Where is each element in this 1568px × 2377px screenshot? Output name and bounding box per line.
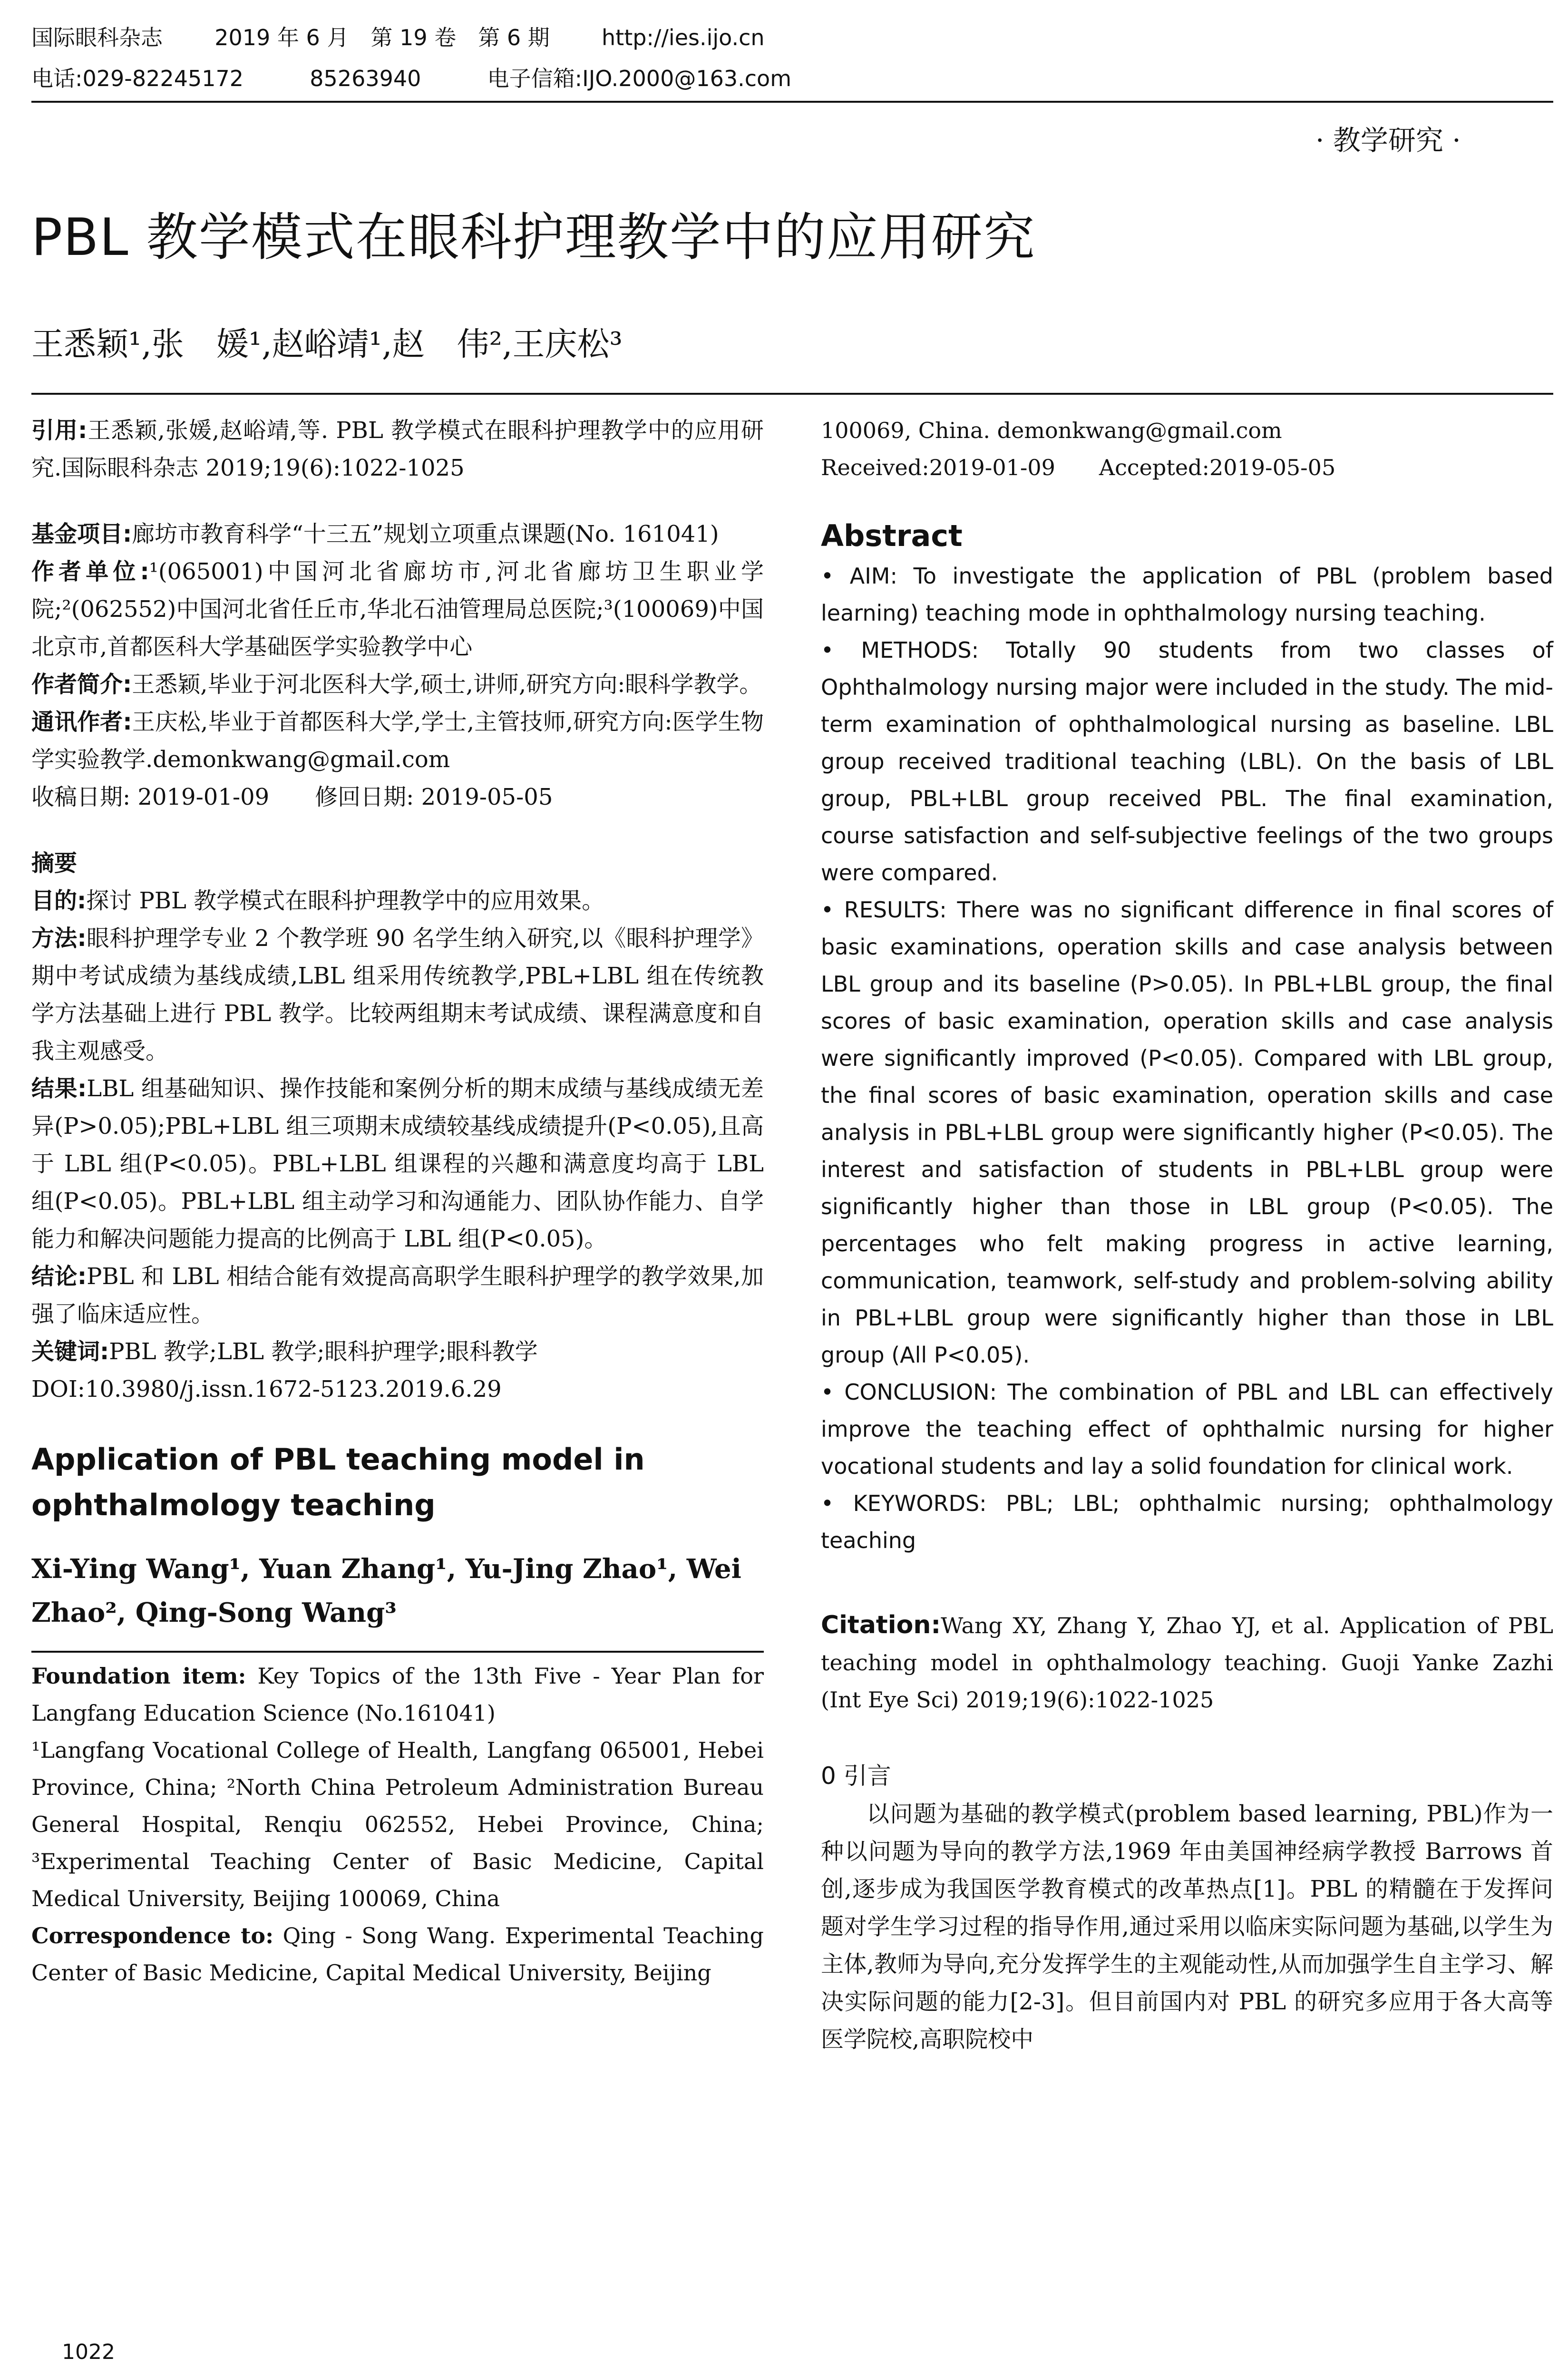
header-rule <box>31 101 1553 103</box>
intro-text: 以问题为基础的教学模式(problem based learning, PBL)作为一种以问题为导向的教学方法,1969 年由美国神经病学教授 Barrows 首创,逐步成为我国医学教育模式的改革热点[1]。PBL 的精髓在于发挥问题对学生学习过程的指导作用,通过采用以临床实际问题为基础,以学生为主体,教师为导向,充分发挥学生的主观能动性,从而加强学生自主学习、解决实际问题的能力[2-3]。但目前国内对 PBL 的研究多应用于各大高等医学院校,高职院校中 <box>821 1801 1553 2053</box>
foundation-text: Key Topics of the 13th Five - Year Plan for Langfang Education Science (No.161041) <box>31 1663 764 1726</box>
aim-cn <box>31 882 764 920</box>
foundation-label: Foundation item: <box>31 1663 246 1689</box>
results-en <box>821 891 1553 1374</box>
unit-label: 作者单位: <box>31 558 149 585</box>
concl-text: PBL 和 LBL 相结合能有效提高高职学生眼科护理学的教学效果,加强了临床适应性。 <box>31 1263 764 1327</box>
email[interactable]: 电子信箱:IJO.2000@163.com <box>487 66 791 91</box>
doi: DOI:10.3980/j.issn.1672-5123.2019.6.29 <box>31 1376 502 1403</box>
concl-label: 结论: <box>31 1263 87 1290</box>
methods-cn <box>31 920 764 1070</box>
concl-en <box>821 1374 1553 1485</box>
journal-name: 国际眼科杂志 <box>31 25 163 50</box>
journal-header-line2 <box>31 62 791 95</box>
methods-en-text: Totally 90 students from two classes of Ophthalmology nursing major were included in the study. The mid-term examination of ophthalmological nursing as baseline. LBL group received traditional teaching (LBL). On the basis of LBL group, PBL+LBL group received PBL. The final examination, course satisfaction and self-subjective feelings of the two groups were compared. <box>821 637 1553 886</box>
corr-label: 通讯作者: <box>31 709 132 735</box>
corr-text: 王庆松,毕业于首都医科大学,学士,主管技师,研究方向:医学生物学实验教学.demonkwang@gmail.com <box>31 709 764 773</box>
unit-text: ¹(065001)中国河北省廊坊市,河北省廊坊卫生职业学院;²(062552)中国河北省任丘市,华北石油管理局总医院;³(100069)中国北京市,首都医科大学基础医学实验教学中心 <box>31 558 764 660</box>
journal-url[interactable]: http://ies.ijo.cn <box>602 25 765 50</box>
abstract-cn-heading: 摘要 <box>31 850 78 877</box>
aim-en-label: • AIM: <box>821 563 897 589</box>
abstract-en-heading: Abstract <box>821 518 963 553</box>
methods-text: 眼科护理学专业 2 个教学班 90 名学生纳入研究,以《眼科护理学》期中考试成绩为基线成绩,LBL 组采用传统教学,PBL+LBL 组在传统教学方法基础上进行 PBL 教学。比较两组期末考试成绩、课程满意度和自我主观感受。 <box>31 925 764 1064</box>
fund <box>31 516 764 553</box>
affiliations-en: ¹Langfang Vocational College of Health, Langfang 065001, Hebei Province, China; ²North China Petroleum Administration Bureau General Hospital, Renqiu 062552, Hebei Province, China; ³Experimental Teaching Center of Basic Medicine, Capital Medical University, Beijing 100069, China <box>31 1737 764 1911</box>
corr <box>31 703 764 779</box>
citation-text: 王悉颖,张媛,赵峪靖,等. PBL 教学模式在眼科护理教学中的应用研究.国际眼科杂志 2019;19(6):1022-1025 <box>31 417 764 481</box>
dates: 收稿日期: 2019-01-09 修回日期: 2019-05-05 <box>31 784 553 810</box>
phone2: 85263940 <box>310 66 421 91</box>
left-column <box>31 412 764 1991</box>
aim-label: 目的: <box>31 887 87 914</box>
title-en: Application of PBL teaching model in ophthalmology teaching <box>31 1442 645 1522</box>
results-text: LBL 组基础知识、操作技能和案例分析的期末成绩与基线成绩无差异(P>0.05);PBL+LBL 组三项期末成绩较基线成绩提升(P<0.05),且高于 LBL 组(P<0.05)。PBL+LBL 组课程的兴趣和满意度均高于 LBL 组(P<0.05)。PBL+LBL 组主动学习和沟通能力、团队协作能力、自学能力和解决问题能力提高的比例高于 LBL 组(P<0.05)。 <box>31 1075 764 1252</box>
concl-en-text: The combination of PBL and LBL can effectively improve the teaching effect of ophthalmic nursing for higher vocational students and lay a solid foundation for clinical work. <box>821 1379 1554 1479</box>
fund-label: 基金项目: <box>31 521 132 547</box>
keywords-cn <box>31 1333 764 1371</box>
intro-heading: 0 引言 <box>821 1762 891 1790</box>
bio <box>31 666 764 703</box>
citation-en-text: Wang XY, Zhang Y, Zhao YJ, et al. Application of PBL teaching model in ophthalmology teaching. Guoji Yanke Zazhi (Int Eye Sci) 2019;19(6):1022-1025 <box>821 1613 1553 1713</box>
issue-info: 2019 年 6 月 第 19 卷 第 6 期 <box>214 25 550 50</box>
section-tag: · 教学研究 · <box>1315 124 1461 156</box>
keywords-en-label: • KEYWORDS: <box>821 1490 987 1516</box>
concl-cn <box>31 1258 764 1333</box>
aim-en-text: To investigate the application of PBL (problem based learning) teaching mode in ophthalmology nursing teaching. <box>821 563 1553 626</box>
results-cn <box>31 1070 764 1258</box>
keywords-en <box>821 1485 1553 1559</box>
methods-en-label: • METHODS: <box>821 637 979 663</box>
results-en-text: There was no significant difference in final scores of basic examinations, operation skills and case analysis between LBL group and its baseline (P>0.05). In PBL+LBL group, the final scores of basic examination, operation skills and case analysis were significantly improved (P<0.05). Compared with LBL group, the final scores of basic examination, operation skills and case analysis in PBL+LBL group were significantly higher (P<0.05). The interest and satisfaction of students in PBL+LBL group were significantly higher than those in LBL group (P<0.05). The percentages who felt making progress in active learning, communication, teamwork, self-study and problem-solving ability in PBL+LBL group were significantly higher than those in LBL group (All P<0.05). <box>821 897 1553 1368</box>
phone: 电话:029-82245172 <box>31 66 244 91</box>
aim-en <box>821 557 1553 632</box>
citation-label: 引用: <box>31 417 88 444</box>
keywords-en-text: PBL; LBL; ophthalmic nursing; ophthalmology teaching <box>821 1490 1553 1553</box>
correspondence-text: Qing - Song Wang. Experimental Teaching Center of Basic Medicine, Capital Medical University, Beijing <box>31 1923 764 1986</box>
bio-label: 作者简介: <box>31 671 132 698</box>
page-number: 1022 <box>62 2340 115 2364</box>
fund-text: 廊坊市教育科学“十三五”规划立项重点课题(No. 161041) <box>132 521 719 547</box>
results-en-label: • RESULTS: <box>821 897 947 923</box>
citation-en-label: Citation: <box>821 1611 941 1639</box>
authors-cn: 王悉颖¹,张 媛¹,赵峪靖¹,赵 伟²,王庆松³ <box>31 326 623 363</box>
foundation-item <box>31 1657 764 1732</box>
authors-en: Xi-Ying Wang¹, Yuan Zhang¹, Yu-Jing Zhao¹, Wei Zhao², Qing-Song Wang³ <box>31 1553 741 1628</box>
keywords-label: 关键词: <box>31 1338 109 1365</box>
right-column <box>821 412 1553 2058</box>
citation-cn <box>31 412 764 487</box>
abstract-en <box>821 557 1553 1559</box>
unit <box>31 553 764 666</box>
correspondence-label: Correspondence to: <box>31 1923 274 1948</box>
journal-header-line1 <box>31 21 765 54</box>
footnotes <box>31 1657 764 1991</box>
aim-text: 探讨 PBL 教学模式在眼科护理教学中的应用效果。 <box>86 887 605 914</box>
bio-text: 王悉颖,毕业于河北医科大学,硕士,讲师,研究方向:眼科学教学。 <box>132 671 762 698</box>
methods-label: 方法: <box>31 925 87 952</box>
received-dates: Received:2019-01-09 Accepted:2019-05-05 <box>821 455 1336 480</box>
corr-continued: 100069, China. demonkwang@gmail.com <box>821 418 1282 443</box>
methods-en <box>821 632 1553 891</box>
title-cn: PBL 教学模式在眼科护理教学中的应用研究 <box>31 208 1036 267</box>
citation-en <box>821 1607 1553 1718</box>
correspondence <box>31 1917 764 1991</box>
results-label: 结果: <box>31 1075 87 1102</box>
keywords-text: PBL 教学;LBL 教学;眼科护理学;眼科教学 <box>109 1338 538 1365</box>
footnote-rule <box>31 1651 764 1653</box>
title-rule <box>31 393 1553 395</box>
concl-en-label: • CONCLUSION: <box>821 1379 997 1405</box>
